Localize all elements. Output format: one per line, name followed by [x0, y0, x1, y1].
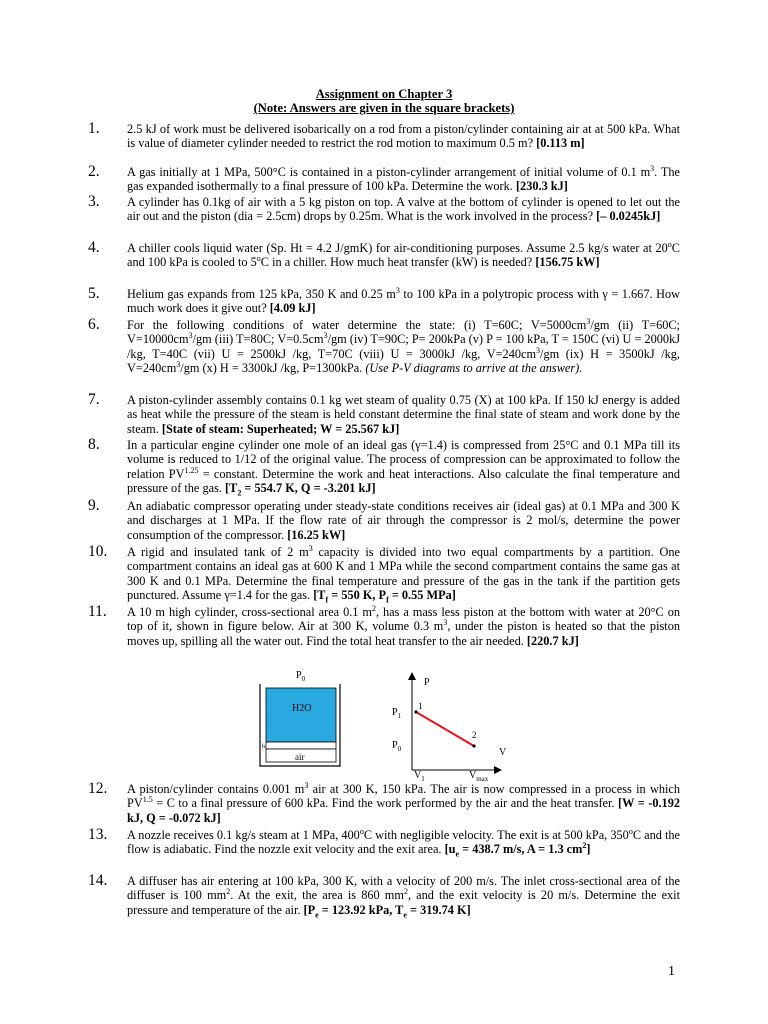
- question-text: A chiller cools liquid water (Sp. Ht = 4.2 J/gmK) for air-conditioning purposes. Assume 2.5 kg/s water at 20$^o$C and 100 kPa is cooled to 5$^o$C in a chiller. How much heat transfer (kW) is needed? [156.75 kW]: [127, 239, 680, 270]
- question-text: A 10 m high cylinder, cross-sectional area 0.1 $m^2$, has a mass less piston at the bottom with water at 20°C on top of it, shown in figure below. Air at 300 K, volume 0.3 $m^3$, under the piston is heated so that the piston moves up, spilling all the water out. Find the total heat transfer to the air needed. [220.7 kJ]: [127, 603, 680, 648]
- p1-label: $P_1$: [392, 707, 402, 720]
- answer: [230.3 kJ]: [515, 179, 568, 194]
- v1-label: $V_1$: [414, 770, 425, 783]
- water-label: H2O: [292, 703, 312, 714]
- question-text: A piston-cylinder assembly contains 0.1 kg wet steam of quality 0.75 (X) at 100 kPa. If 150 kJ energy is added as heat while the pressure of the steam is held constant determine the final state of steam and work done by the steam. [State of steam: Superheated; W = 25.567 kJ]: [127, 393, 680, 436]
- point-1-label: 1: [418, 701, 423, 711]
- answer: [4.09 kJ]: [269, 301, 316, 316]
- page-number: 1: [668, 964, 675, 979]
- assignment-note: (Note: Answers are given in the square brackets): [253, 101, 515, 115]
- question-text: A diffuser has air entering at 100 kPa, 300 K, with a velocity of 200 m/s. The inlet cross-sectional area of the diffuser is 100 $mm^2$. At the exit, the area is 860 $mm^2$, and the exit velocity is 20 m/s. Determine the exit pressure and temperature of the air. [$P_e = 123.92$ kPa, $T_e = 319.74$ K]: [127, 874, 681, 920]
- answer: [W = -0.192 kJ, Q = -0.072 kJ]: [127, 796, 680, 825]
- question-text: A piston/cylinder contains 0.001 $m^3$ air at 300 K, 150 kPa. The air is now compressed in a process in which $PV^{1.5} = C$ to a final pressure of 600 kPa. Find the work performed by the air and the heat transfer. [W = -0.192 kJ, Q = -0.072 kJ]: [127, 780, 680, 825]
- question-text: A rigid and insulated tank of 2 $m^3$ capacity is divided into two equal compartments by a partition. One compartment contains an ideal gas at 600 K and 1 MPa while the second compartment contains the same gas at 300 K and 0.1 MPa. Determine the final temperature and pressure of the gas in the tank if the partition gets punctured. Assume γ=1.4 for the gas. [$T_f = 550$ K, $P_f = 0.55$ MPa]: [127, 543, 680, 605]
- p-axis-arrow: [408, 672, 416, 680]
- cylinder-pv-figure: [258, 666, 520, 784]
- question-number: 12.: [88, 780, 108, 797]
- question-number: 9.: [88, 497, 100, 514]
- answer: [State of steam: Superheated; W = 25.567 kJ]: [161, 421, 400, 436]
- v-axis-arrow: [494, 766, 502, 774]
- point-2-marker: [472, 744, 475, 747]
- p-axis-label: P: [424, 677, 430, 688]
- answer: [0.113 m]: [536, 136, 585, 151]
- piston-label: h: [262, 744, 265, 750]
- question-number: 8.: [88, 436, 100, 453]
- answer: [$u_e = 438.7$ m/s, A = 1.3 $cm^2$]: [444, 841, 591, 859]
- p0-label: $P_0$: [392, 740, 402, 753]
- piston: [266, 742, 336, 749]
- question-number: 7.: [88, 391, 100, 408]
- question-number: 4.: [88, 239, 100, 256]
- point-2-label: 2: [472, 730, 477, 740]
- question-text: A cylinder has 0.1kg of air with a 5 kg piston on top. A valve at the bottom of cylinder is opened to let out the air out and the piston (dia = 2.5cm) drops by 0.25m. What is the work involved in the process? [– 0.0245kJ]: [127, 195, 680, 224]
- answer: [220.7 kJ]: [526, 633, 579, 648]
- answer: [$T_f = 550$ K, $P_f = 0.55$ MPa]: [313, 588, 456, 605]
- process-line: [416, 712, 474, 746]
- answer: [– 0.0245kJ]: [596, 209, 661, 224]
- question-number: 2.: [88, 163, 100, 180]
- question-text: An adiabatic compressor operating under steady-state conditions receives air (ideal gas) at 0.1 MPa and 300 K and discharges at 1 MPa. If the flow rate of air through the compressor is 2 mol/s, determine the power consumption of the compressor. [16.25 kW]: [127, 499, 680, 542]
- vmax-label: $V_{max}$: [469, 770, 489, 783]
- air-label: air: [295, 752, 305, 762]
- water-region: [266, 688, 336, 742]
- v-axis-label: V: [499, 747, 507, 758]
- question-number: 11.: [88, 603, 107, 620]
- question-number: 6.: [88, 316, 100, 333]
- question-text: In a particular engine cylinder one mole of an ideal gas (γ=1.4) is compressed from 25°C and 0.1 MPa till its volume is reduced to 1/12 of the original value. The process of compression can be approximated to follow the relation $PV^{1.25}$ = constant. Determine the work and heat interactions. Also calculate the final temperature and pressure of the gas. [$T_2 = 554.7$ K, Q = -3.201 kJ]: [127, 438, 680, 498]
- question-number: 5.: [88, 285, 100, 302]
- p0-label-top: $P_0$: [296, 670, 306, 683]
- question-number: 13.: [88, 826, 108, 843]
- question-number: 3.: [88, 193, 100, 210]
- question-text: Helium gas expands from 125 kPa, 350 K and 0.25 $m^3$ to 100 kPa in a polytropic process with γ = 1.667. How much work does it give out? [4.09 kJ]: [127, 285, 680, 316]
- assignment-title: Assignment on Chapter 3: [315, 87, 453, 101]
- question-text: 2.5 kJ of work must be delivered isobarically on a rod from a piston/cylinder containing air at at 500 kPa. What is value of diameter cylinder needed to restrict the rod motion to maximum 0.5 m? [0.113 m]: [127, 122, 680, 151]
- question-text: For the following conditions of water determine the state: (i) T=60C; $V=5000cm^3/gm$ (ii) T=60C; $V=10000cm^3/gm$ (iii) T=80C; $V=0.5cm^3/gm$ (iv) T=90C; P= 200kPa (v) P = 100 kPa, T = 150C (vi) U = 2000kJ /kg, T=40C (vii) U = 2500kJ /kg, T=70C (viii) U = 3000kJ /kg, $V=240cm^3/gm$ (ix) H = 3500kJ /kg, $V=240cm^3/gm$ (x) H = 3300kJ /kg, P=1300kPa. (Use P-V diagrams to arrive at the answer).: [127, 316, 681, 376]
- question-number: 10.: [88, 543, 108, 560]
- question-number: 1.: [88, 120, 100, 137]
- question-text: A nozzle receives 0.1 kg/s steam at 1 MPa, 400$^o$C with negligible velocity. The exit is at 500 kPa, 350$^o$C and the flow is adiabatic. Find the nozzle exit velocity and the exit area. [$u_e = 438.7$ m/s, A = 1.3 $cm^2$]: [127, 826, 680, 859]
- answer: [$P_e = 123.92$ kPa, $T_e = 319.74$ K]: [303, 902, 471, 920]
- question-text: A gas initially at 1 MPa, 500°C is contained in a piston-cylinder arrangement of initial volume of 0.1 $m^3$. The gas expanded isothermally to a final pressure of 100 kPa. Determine the work. [230.3 kJ]: [127, 163, 681, 194]
- hint-note: (Use P-V diagrams to arrive at the answer).: [365, 361, 583, 376]
- question-number: 14.: [88, 872, 108, 889]
- answer: [$T_2 = 554.7$ K, Q = -3.201 kJ]: [225, 481, 376, 498]
- answer: [16.25 kW]: [287, 527, 346, 542]
- answer: [156.75 kW]: [535, 255, 600, 270]
